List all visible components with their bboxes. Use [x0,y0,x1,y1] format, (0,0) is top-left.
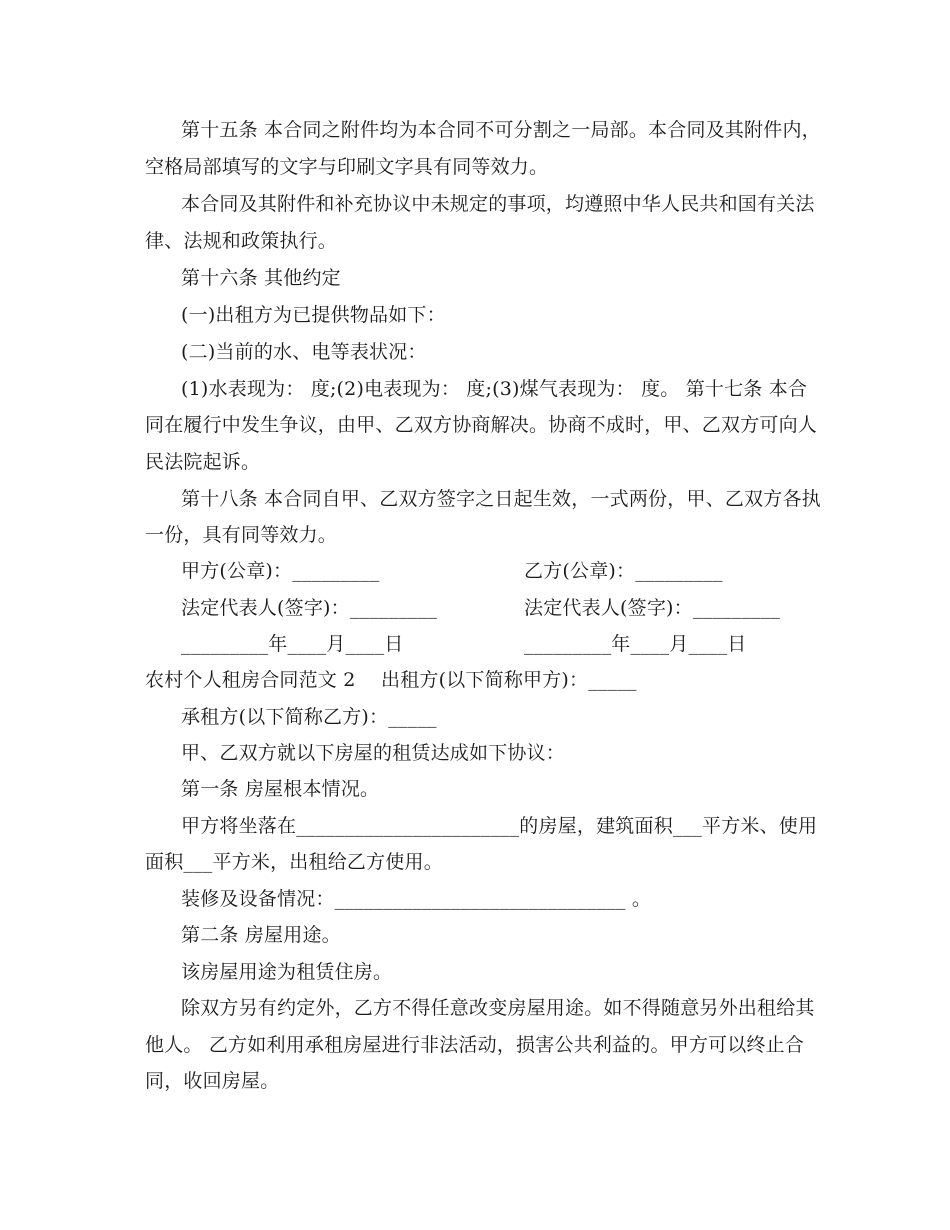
clause-15-line-2: 空格局部填写的文字与印刷文字具有同等效力。 [145,156,549,178]
article-1-line-1: 甲方将坐落在_______________________的房屋，建筑面积___平方米、使用 [181,815,818,837]
party-b-seal: 乙方(公章)：_________ [524,560,723,582]
article-2-purpose: 该房屋用途为租赁住房。 [181,961,393,983]
clause-16-item-2: (二)当前的水、电等表状况： [181,341,427,363]
agreement-intro: 甲、乙双方就以下房屋的租赁达成如下协议： [181,742,566,764]
party-a-date: _________年____月____日 [181,633,404,655]
supplement-line-1: 本合同及其附件和补充协议中未规定的事项，均遵照中华人民共和国有关法 [181,193,815,215]
article-2-line-1: 除双方另有约定外，乙方不得任意改变房屋用途。如不得随意另外出租给其 [181,997,815,1019]
party-a-representative: 法定代表人(签字)：_________ [181,597,438,619]
meter-readings-line-3: 民法院起诉。 [145,451,261,473]
supplement-line-2: 律、法规和政策执行。 [145,230,338,252]
party-b-representative: 法定代表人(签字)：_________ [524,597,781,619]
party-a-seal: 甲方(公章)：_________ [181,560,380,582]
lessor-field: 出租方(以下简称甲方)：_____ [381,669,637,691]
clause-15-line-1: 第十五条 本合同之附件均为本合同不可分割之一局部。本合同及其附件内， [181,119,821,141]
decoration-equipment: 装修及设备情况：______________________________ 。 [181,888,652,910]
clause-18-line-2: 一份，具有同等效力。 [145,524,338,546]
sample-title: 农村个人租房合同范文 2 [145,669,356,691]
clause-16-heading: 第十六条 其他约定 [181,267,341,289]
party-b-date: _________年____月____日 [524,633,747,655]
article-1-line-2: 面积___平方米，出租给乙方使用。 [145,851,443,873]
article-1-heading: 第一条 房屋根本情况。 [181,778,380,800]
article-2-heading: 第二条 房屋用途。 [181,924,341,946]
article-2-line-2: 他人。 乙方如利用承租房屋进行非法活动，损害公共利益的。甲方可以终止合 [145,1034,805,1056]
clause-18-line-1: 第十八条 本合同自甲、乙双方签字之日起生效，一式两份，甲、乙双方各执 [181,488,821,510]
lessee-field: 承租方(以下简称乙方)：_____ [181,706,437,728]
clause-16-item-1: (一)出租方为已提供物品如下： [181,304,446,326]
meter-readings-line-2: 同在履行中发生争议，由甲、乙双方协商解决。协商不成时，甲、乙双方可向人 [145,414,818,436]
meter-readings-line-1: (1)水表现为： 度;(2)电表现为： 度;(3)煤气表现为： 度。 第十七条 本合 [181,378,808,400]
article-2-line-3: 同，收回房屋。 [145,1070,280,1092]
